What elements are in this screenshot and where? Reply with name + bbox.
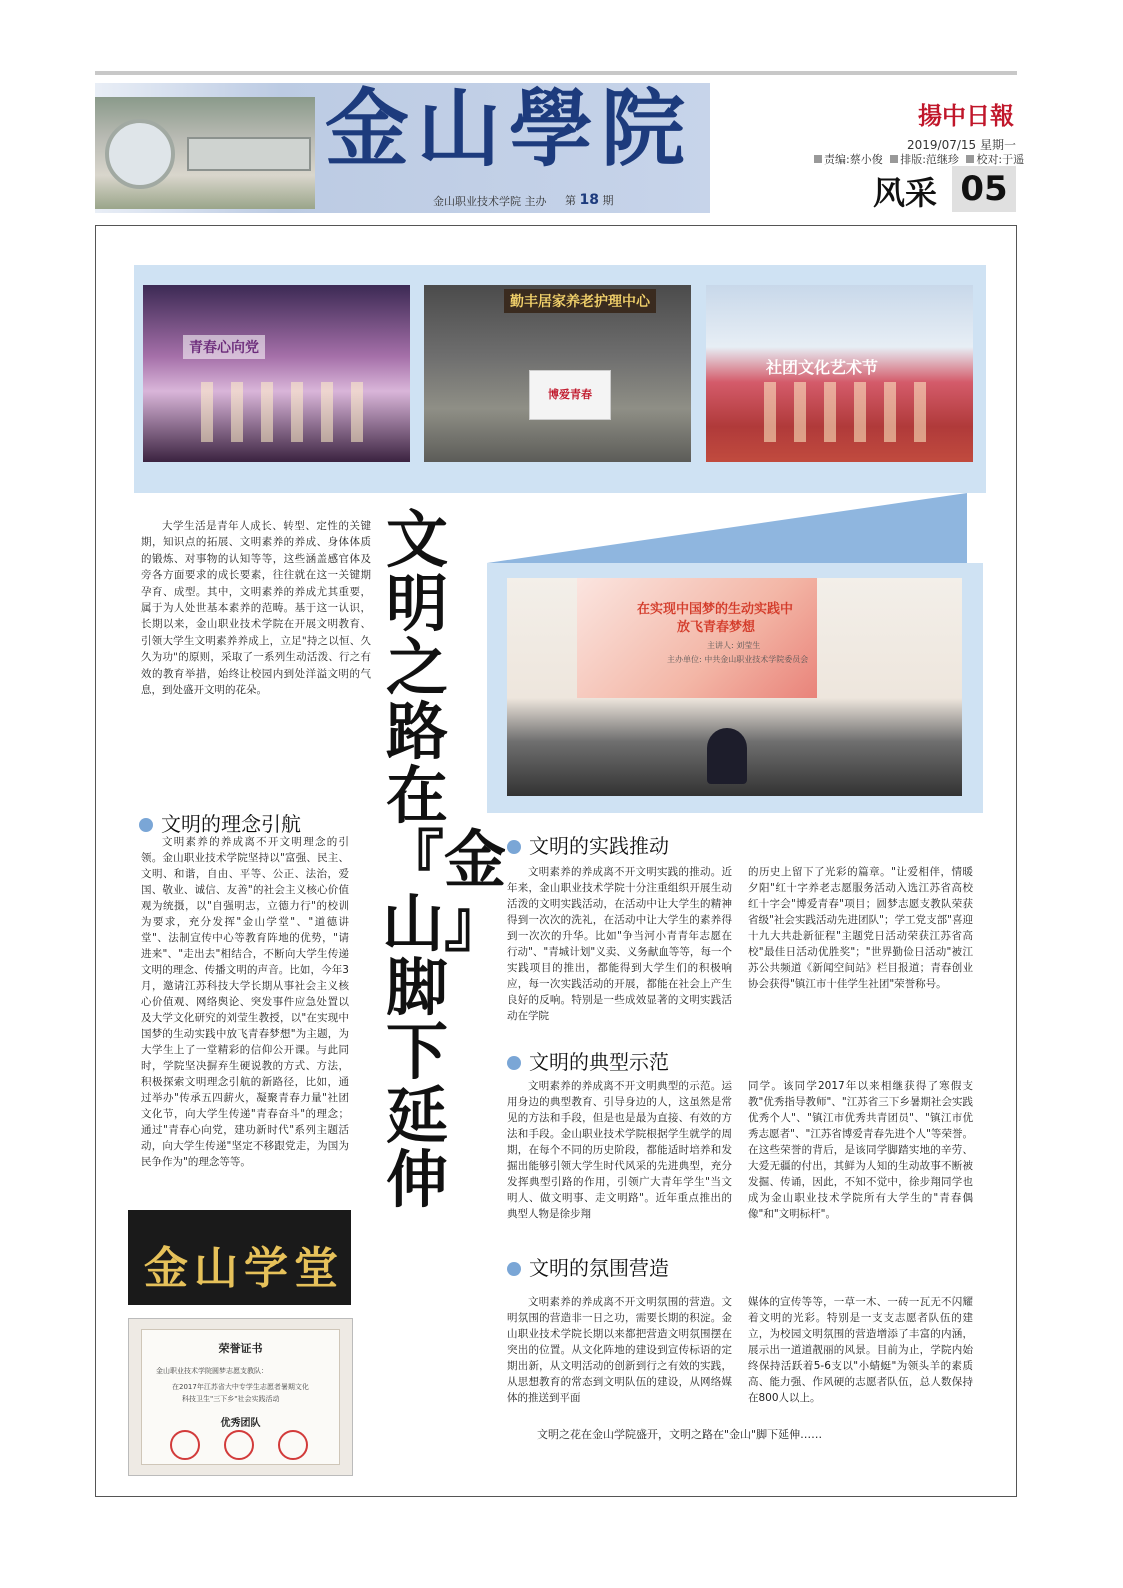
intro-text: 大学生活是青年人成长、转型、定性的关键期，知识点的拓展、文明素养的养成、身体体质的锻炼、对事物的认知等等，这些涵盖感官体及旁各方面要求的成长要素，往往就在这一关键期孕育、成型。其中，文明素养的养成尤其重要，属于为人处世基本素养的范畴。基于这一认识，长期以来，金山职业技术学院在开展文明教育、引领大学生文明素养养成上，立足"持之以恒、久久为功"的原则，采取了一系列生动活泼、行之有效的教育举措，始终让校园内到处洋溢文明的气息，到处盛开文明的花朵。 (141, 520, 371, 697)
volunteer-photo (424, 285, 691, 462)
photo-caption: 社团文化艺术节 (766, 358, 879, 377)
photo-caption: 勤丰居家养老护理中心 (504, 289, 656, 313)
section-name: 风采 (873, 174, 938, 212)
issue-suffix: 期 (602, 194, 614, 207)
screen-title-line-1: 在实现中国梦的生动实践中 (637, 602, 794, 617)
section-text-col-1: 文明素养的养成离不开文明氛围的营造。文明氛围的营造非一日之功，需要长期的积淀。金山职业技术学院长期以来都把营造文明氛围摆在突出的位置。从文化阵地的建设到宣传标语的定期出新，从文明活动的创新到行之有效的实践，从思想教育的常态到文明队伍的建设，从网络媒体的推送到平面 (507, 1296, 732, 1404)
section-heading-1 (139, 808, 301, 837)
red-seal-icon (170, 1430, 200, 1460)
masthead-banner (95, 83, 710, 213)
page-number: 05 (952, 166, 1016, 212)
wall-plaque (187, 137, 311, 171)
wedge-shape (487, 493, 967, 563)
section-text-col-1: 文明素养的养成离不开文明实践的推动。近年来，金山职业技术学院十分注重组织开展生动活泼的文明实践活动，在活动中让大学生的精神得到一次次的洗礼，在活动中让大学生的素养得到一次次的升华。比如"争当河小青青年志愿在行动"、"青城计划"义卖、义务献血等等，每一个实践项目的推出，都能得到大学生们的积极响应，每一次实践活动的开展，都能在社会上产生良好的反响。特别是一些成效显著的文明实践活动在学院 (507, 866, 732, 1022)
certificate-paper (141, 1329, 340, 1465)
photo-caption: 青春心向党 (183, 335, 265, 359)
stage-performance-photo (143, 285, 410, 462)
bullet-dot-icon (507, 1056, 521, 1070)
top-rule (95, 71, 1017, 75)
decorative-wedge (487, 493, 967, 563)
editor-credit: 责编:蔡小俊 (824, 153, 883, 166)
screen-speaker: 主讲人: 刘莹生 (707, 641, 761, 650)
campus-wall-image (95, 97, 315, 209)
bullet-dot-icon (139, 818, 153, 832)
editor-credits (810, 151, 1024, 167)
closing-line: 文明之花在金山学院盛开，文明之路在"金山"脚下延伸…… (537, 1428, 823, 1441)
certificate-award: 优秀团队 (220, 1418, 261, 1429)
red-seal-icon (278, 1430, 308, 1460)
masthead-title: 金山學院 (325, 83, 694, 178)
screen-organizer: 主办单位: 中共金山职业技术学院委员会 (667, 655, 809, 664)
certificate-line-2: 在2017年江苏省大中专学生志愿者暑期文化 (172, 1383, 309, 1391)
section-text-col-2: 媒体的宣传等等，一草一木、一砖一瓦无不闪耀着文明的光彩。特别是一支支志愿者队伍的建立，为校园文明氛围的营造增添了丰富的内涵，展示出一道道靓丽的风景。目前为止，学院内始终保持活跃着5-6支以"小蜻蜓"为领头羊的素质高、能力强、作风硬的志愿者队伍，总人数保持在800人以上。 (748, 1296, 973, 1404)
section-text-col-2: 的历史上留下了光彩的篇章。"让爱相伴，情暖夕阳"红十字养老志愿服务活动入选江苏省高校红十字会"博爱青春"项目；圆梦志愿支教队荣获省级"社会实践活动先进团队"；学工党支部"喜迎十九大共赴新征程"主题党日活动荣获江苏省高校"最佳日活动优胜奖"；"世界勤俭日活动"被江苏公共频道《新闻空间站》栏目报道；青春创业协会获得"镇江市十佳学生社团"荣誉称号。 (748, 866, 973, 990)
layout-credit: 排版:范继珍 (900, 153, 959, 166)
proof-credit: 校对:于遥 (976, 153, 1025, 166)
issue-date: 2019/07/15 星期一 (907, 138, 1016, 152)
screen-title-line-2: 放飞青春梦想 (677, 620, 756, 635)
calligraphy-text: 金山学堂 (144, 1243, 344, 1294)
section-title: 文明的实践推动 (529, 834, 669, 858)
section-heading-4 (507, 1252, 669, 1281)
sponsor-text: 金山职业技术学院 主办 (433, 195, 547, 208)
section-title: 文明的氛围营造 (529, 1256, 669, 1280)
section-heading-2 (507, 830, 669, 859)
certificate-title: 荣誉证书 (218, 1342, 263, 1355)
square-bullet-icon (890, 155, 898, 163)
section-body-2 (507, 864, 981, 1024)
dancers (746, 382, 936, 442)
square-bullet-icon (814, 155, 822, 163)
calligraphy-plaque-photo (128, 1210, 351, 1305)
honor-certificate-photo (128, 1318, 353, 1476)
section-text-col-1: 文明素养的养成离不开文明典型的示范。运用身边的典型教育、引导身边的人，这虽然是常见的方法和手段，但是也是最为直接、有效的方法和手段。金山职业技术学院根据学生就学的周期，在每个不同的历史阶段，都能适时培养和发掘出能够引领大学生时代风采的先进典型，充分发挥典型引路的作用，引领广大青年学生"当文明人、做文明事、走文明路"。近年重点推出的典型人物是徐步翔 (507, 1080, 732, 1220)
projection-screen (577, 578, 817, 698)
certificate-line-3: 科技卫生"三下乡"社会实践活动 (182, 1395, 280, 1403)
moon-gate (105, 119, 175, 189)
section-body-4 (507, 1294, 981, 1406)
section-text: 文明素养的养成离不开文明理念的引领。金山职业技术学院坚持以"富强、民主、文明、和谐，自由、平等、公正、法治，爱国、敬业、诚信、友善"的社会主义核心价值观为统摄，以"自强明志，立德力行"的校训为要求，充分发挥"金山学堂"、"道德讲堂"、法制宣传中心等教育阵地的优势，"请进来"、"走出去"相结合，不断向大学生传递文明的理念、传播文明的声音。比如，今年3月，邀请江苏科技大学长期从事社会主义核心价值观、网络舆论、突发事件应急处置以及大学文化研究的刘莹生教授，以"在实现中国梦的生动实践中放飞青春梦想"为主题，为大学生上了一堂精彩的信仰公开课。与此同时，学院坚决摒弃生硬说教的方式、方法，积极探索文明理念引航的新路径，比如，通过举办"传承五四薪火，凝聚青春力量"社团文化节，向大学生传递"青春奋斗"的理念；通过"青春心向党，建功新时代"系列主题活动，向大学生传递"坚定不移跟党走，为国为民争作为"的理念等等。 (141, 836, 349, 1168)
certificate-line-1: 金山职业技术学院圆梦志愿支教队： (156, 1367, 268, 1375)
section-body-3 (507, 1078, 981, 1222)
issue-value: 18 (579, 192, 599, 208)
volunteer-banner: 博爱青春 (529, 370, 611, 420)
issue-number (565, 192, 613, 208)
art-festival-photo (706, 285, 973, 462)
section-title: 文明的典型示范 (529, 1050, 669, 1074)
newspaper-name: 揚中日報 (918, 101, 1014, 130)
section-text-col-2: 同学。该同学2017年以来相继获得了寒假支教"优秀指导教师"、"江苏省三下乡暑期社会实践优秀个人"、"镇江市优秀共青团员"、"镇江市优秀志愿者"、"江苏省博爱青春先进个人"等荣誉。在这些荣誉的背后，是该同学脚踏实地的辛劳、大爱无疆的付出，其鲜为人知的生动故事不断被发掘、传诵，因此，不知不觉中，徐步翔同学也成为金山职业技术学院所有大学生的"青春偶像"和"文明标杆"。 (748, 1080, 973, 1220)
square-bullet-icon (966, 155, 974, 163)
lecturer-figure (707, 728, 747, 784)
bullet-dot-icon (507, 840, 521, 854)
section-title: 文明的理念引航 (161, 812, 301, 836)
section-body-1 (141, 834, 349, 1170)
headline: 文明之路在『金山』脚下延伸 (382, 503, 507, 1216)
bullet-dot-icon (507, 1262, 521, 1276)
performers (183, 382, 373, 442)
intro-paragraph (141, 518, 371, 698)
red-seal-icon (224, 1430, 254, 1460)
section-heading-3 (507, 1046, 669, 1075)
lecture-photo (507, 578, 962, 796)
issue-prefix: 第 (565, 194, 576, 207)
